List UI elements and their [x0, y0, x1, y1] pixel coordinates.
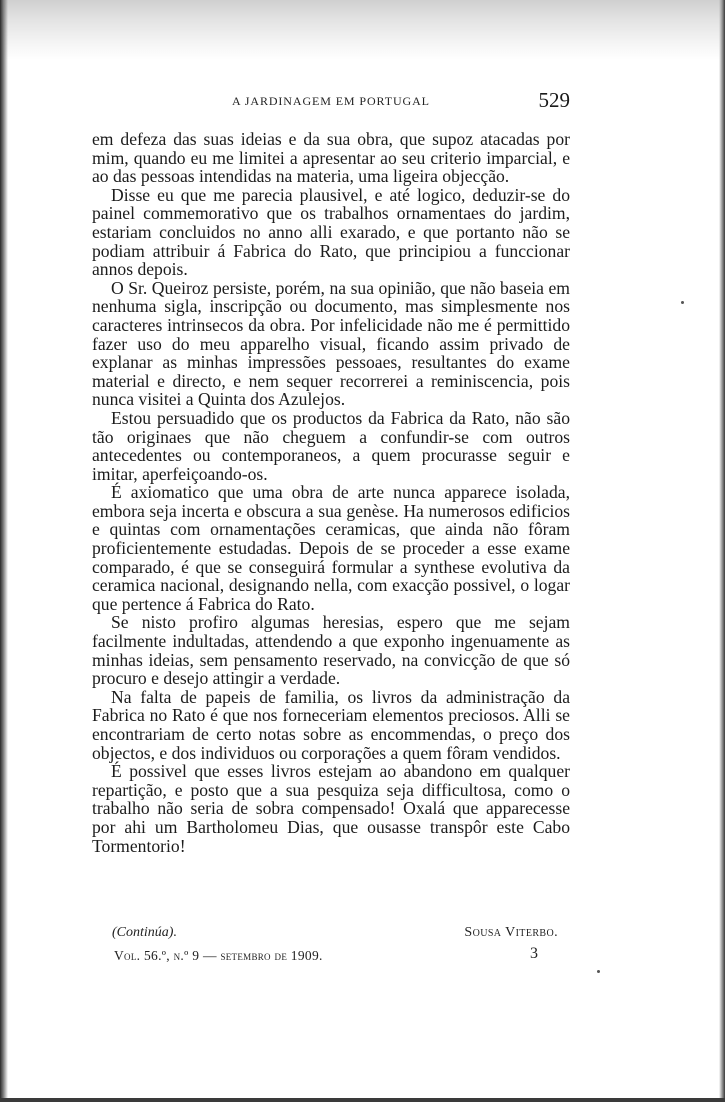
page-header: [92, 88, 570, 114]
scan-edge-left: [0, 0, 8, 1102]
page-footer: [92, 945, 570, 967]
paragraph: Disse eu que me parecia plausivel, e até logico, deduzir-se do painel commemorativo que os trabalhos ornamentaes do jardim, estariam concluidos no anno alli exarado, e que portanto não se podiam attribuir á Fabrica do Rato, que principiou a funccionar annos depois.: [92, 184, 570, 280]
paragraph: Na falta de papeis de familia, os livros da administração da Fabrica no Rato é que nos forneceriam elementos preciosos. Alli se encontrariam de certo notas sobre as encommendas, o preço dos objectos, e dos individuos ou corporações a quem fôram vendidos.: [92, 686, 570, 763]
paragraph: O Sr. Queiroz persiste, porém, na sua opinião, que não baseia em nenhuma sigla, inscripção ou documento, mas simplesmente nos caracteres intrinsecos da obra. Por infelicidade não me é permittido fazer uso do meu apparelho visual, ficando assim privado de explanar as minhas impressões pessoaes, resultantes do exame material e directo, e nem sequer recorrerei a reminiscencia, pois nunca visitei a Quinta dos Azulejos.: [92, 277, 570, 410]
paragraph: É axiomatico que uma obra de arte nunca apparece isolada, embora seja incerta e obscura a sua genèse. Ha numerosos edificios e quintas com ornamentações ceramicas, que ainda não fôram proficientemente estudadas. Depois de se proceder a esse exame comparado, é que se conseguirá formular a synthese evolutiva da ceramica nacional, designando nella, com exacção possivel, o logar que pertence á Fabrica do Rato.: [92, 482, 570, 614]
paragraph: Estou persuadido que os productos da Fabrica da Rato, não são tão originaes que não cheguem a confundir-se com outros antecedentes ou contemporaneos, a quem procurasse seguir e imitar, aperfeiçoando-os.: [92, 407, 570, 484]
issue-line: Vol. 56.º, n.º 9 — setembro de 1909.: [114, 948, 323, 963]
scan-shadow: [0, 0, 725, 60]
continued-note: (Continúa).: [112, 925, 177, 940]
author-signature: Sousa Viterbo.: [464, 925, 558, 940]
scan-edge-bottom: [0, 1098, 725, 1102]
paragraph: em defeza das suas ideias e da sua obra, que supoz atacadas por mim, quando eu me limitei a apresentar ao seu criterio imparcial, e ao das pessoas intendidas na materia, uma ligeira objecção.: [92, 129, 570, 187]
signature-mark: 3: [530, 945, 538, 962]
signoff: [92, 925, 570, 945]
paragraph: É possivel que esses livros estejam ao abandono em qualquer repartição, e posto que a sua pesquiza seja difficultosa, como o trabalho não seria de sobra compensado! Oxalá que apparecesse por ahi um Bartholomeu Dias, que ousasse transpôr este Cabo Tormentorio!: [92, 761, 570, 856]
page-number: 529: [538, 88, 570, 112]
scan-edge-right: [719, 0, 725, 1102]
dust-speck: [597, 970, 600, 973]
dust-speck: [681, 301, 684, 304]
running-head: A JARDINAGEM EM PORTUGAL: [232, 94, 430, 108]
paragraph: Se nisto profiro algumas heresias, espero que me sejam facilmente indultadas, attendendo a que exponho ingenuamente as minhas ideias, sem pensamento reservado, na convicção de que só procuro e desejo attingir a verdade.: [92, 612, 570, 689]
body-text: [92, 130, 570, 855]
